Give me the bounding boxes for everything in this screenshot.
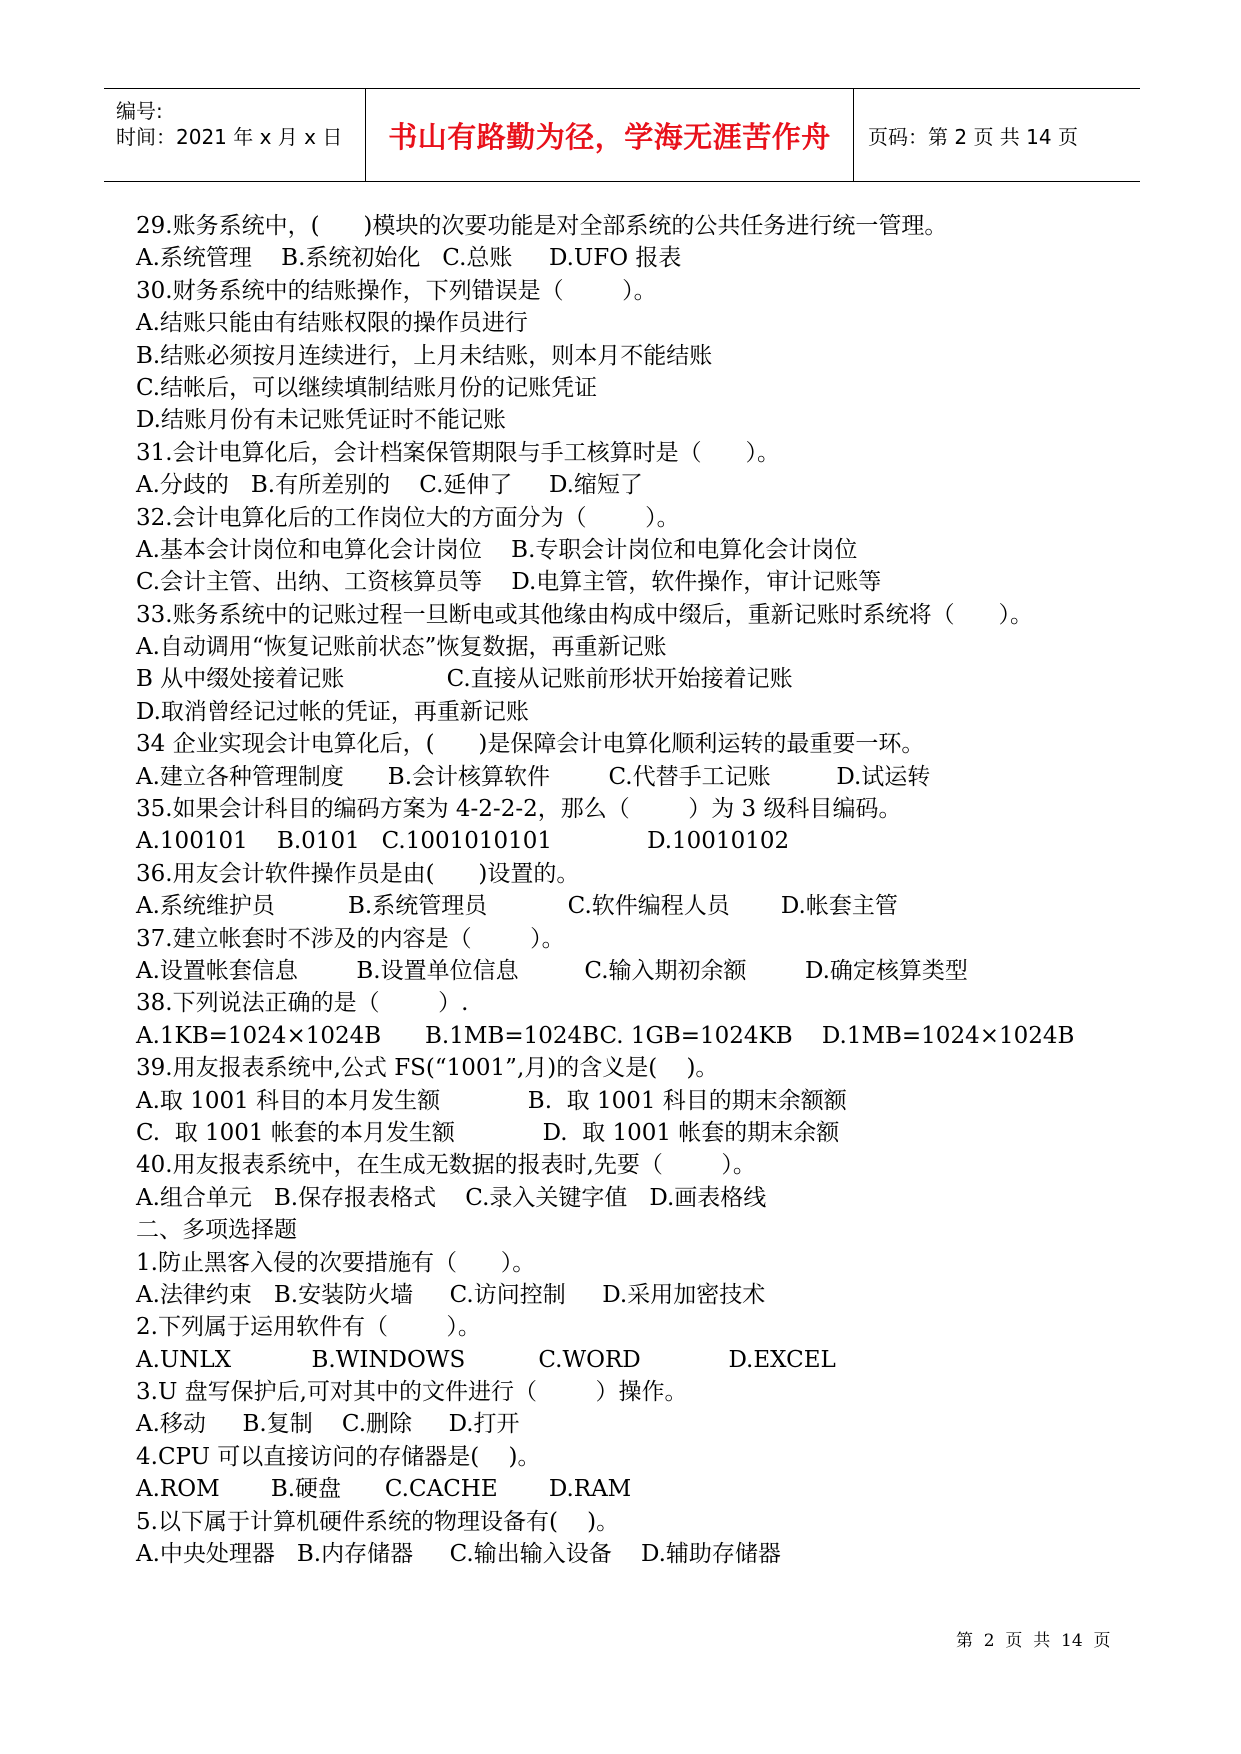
text-line: 32.会计电算化后的工作岗位大的方面分为（ ）。 bbox=[136, 504, 680, 531]
text-line: A.移动 B.复制 C.删除 D.打开 bbox=[136, 1411, 520, 1438]
text-line: C.结帐后，可以继续填制结账月份的记账凭证 bbox=[136, 374, 598, 401]
text-line: A.设置帐套信息 B.设置单位信息 C.输入期初余额 D.确定核算类型 bbox=[136, 957, 968, 984]
text-line: C.会计主管、出纳、工资核算员等 D.电算主管，软件操作，审计记账等 bbox=[136, 569, 882, 596]
text-line: 40.用友报表系统中，在生成无数据的报表时,先要（ ）。 bbox=[136, 1152, 756, 1179]
time-label: 时间：2021 年 x 月 x 日 bbox=[116, 125, 343, 149]
text-line: 33.账务系统中的记账过程一旦断电或其他缘由构成中缀后，重新记账时系统将（ ）。 bbox=[136, 601, 1033, 628]
text-line: A.中央处理器 B.内存储器 C.输出输入设备 D.辅助存储器 bbox=[136, 1541, 781, 1568]
page-header bbox=[104, 88, 1140, 182]
text-line: A.建立各种管理制度 B.会计核算软件 C.代替手工记账 D.试运转 bbox=[136, 763, 931, 790]
text-line: 3.U 盘写保护后,可对其中的文件进行（ ）操作。 bbox=[136, 1379, 688, 1406]
text-line: 39.用友报表系统中,公式 FS(“1001”,月)的含义是( )。 bbox=[136, 1055, 719, 1082]
number-label: 编号: bbox=[116, 99, 163, 123]
text-line: A.ROM B.硬盘 C.CACHE D.RAM bbox=[136, 1476, 632, 1503]
text-line: 37.建立帐套时不涉及的内容是（ ）。 bbox=[136, 925, 565, 952]
text-line: A.1KB=1024×1024B B.1MB=1024BC. 1GB=1024KB D.1MB=1024×1024B bbox=[136, 1022, 1075, 1049]
text-line: A.UNLX B.WINDOWS C.WORD D.EXCEL bbox=[136, 1346, 836, 1373]
text-line: A.自动调用“恢复记账前状态”恢复数据，再重新记账 bbox=[136, 634, 667, 661]
text-line: A.基本会计岗位和电算化会计岗位 B.专职会计岗位和电算化会计岗位 bbox=[136, 536, 858, 563]
text-line: 38.下列说法正确的是（ ）. bbox=[136, 990, 469, 1017]
header-motto-cell bbox=[366, 89, 854, 181]
text-line: A.法律约束 B.安装防火墙 C.访问控制 D.采用加密技术 bbox=[136, 1281, 766, 1308]
text-line: B.结账必须按月连续进行，上月未结账，则本月不能结账 bbox=[136, 342, 713, 369]
header-page-cell bbox=[854, 89, 1140, 181]
motto: 书山有路勤为径，学海无涯苦作舟 bbox=[388, 119, 831, 154]
header-info-cell bbox=[104, 89, 366, 181]
text-line: 4.CPU 可以直接访问的存储器是( )。 bbox=[136, 1443, 541, 1470]
text-line: B 从中缀处接着记账 C.直接从记账前形状开始接着记账 bbox=[136, 666, 793, 693]
text-line: 2.下列属于运用软件有（ ）。 bbox=[136, 1314, 481, 1341]
text-line: 30.财务系统中的结账操作，下列错误是（ ）。 bbox=[136, 277, 657, 304]
text-line: D.取消曾经记过帐的凭证，再重新记账 bbox=[136, 698, 529, 725]
text-line: A.组合单元 B.保存报表格式 C.录入关键字值 D.画表格线 bbox=[136, 1184, 767, 1211]
text-line: 1.防止黑客入侵的次要措施有（ ）。 bbox=[136, 1249, 536, 1276]
page-footer: 第 2 页 共 14 页 bbox=[956, 1631, 1111, 1651]
text-line: 35.如果会计科目的编码方案为 4-2-2-2，那么（ ）为 3 级科目编码。 bbox=[136, 796, 902, 823]
text-line: A.系统管理 B.系统初始化 C.总账 D.UFO 报表 bbox=[136, 245, 682, 272]
text-line: 5.以下属于计算机硬件系统的物理设备有( )。 bbox=[136, 1508, 620, 1535]
text-line: D.结账月份有未记账凭证时不能记账 bbox=[136, 407, 506, 434]
text-line: 31.会计电算化后，会计档案保管期限与手工核算时是（ ）。 bbox=[136, 439, 780, 466]
text-line: 二、多项选择题 bbox=[136, 1217, 297, 1244]
text-line: 34 企业实现会计电算化后，( )是保障会计电算化顺利运转的最重要一环。 bbox=[136, 731, 925, 758]
text-line: A.结账只能由有结账权限的操作员进行 bbox=[136, 310, 528, 337]
text-line: A.系统维护员 B.系统管理员 C.软件编程人员 D.帐套主管 bbox=[136, 893, 898, 920]
text-line: A.取 1001 科目的本月发生额 B. 取 1001 科目的期末余额额 bbox=[136, 1087, 847, 1114]
document-body bbox=[136, 210, 1136, 1570]
text-line: 36.用友会计软件操作员是由( )设置的。 bbox=[136, 860, 580, 887]
text-line: A.100101 B.0101 C.1001010101 D.10010102 bbox=[136, 828, 790, 855]
text-line: 29.账务系统中，( )模块的次要功能是对全部系统的公共任务进行统一管理。 bbox=[136, 213, 948, 239]
text-line: C. 取 1001 帐套的本月发生额 D. 取 1001 帐套的期末余额 bbox=[136, 1119, 840, 1146]
text-line: A.分歧的 B.有所差别的 C.延伸了 D.缩短了 bbox=[136, 472, 643, 499]
page-label: 页码：第 2 页 共 14 页 bbox=[868, 124, 1078, 149]
